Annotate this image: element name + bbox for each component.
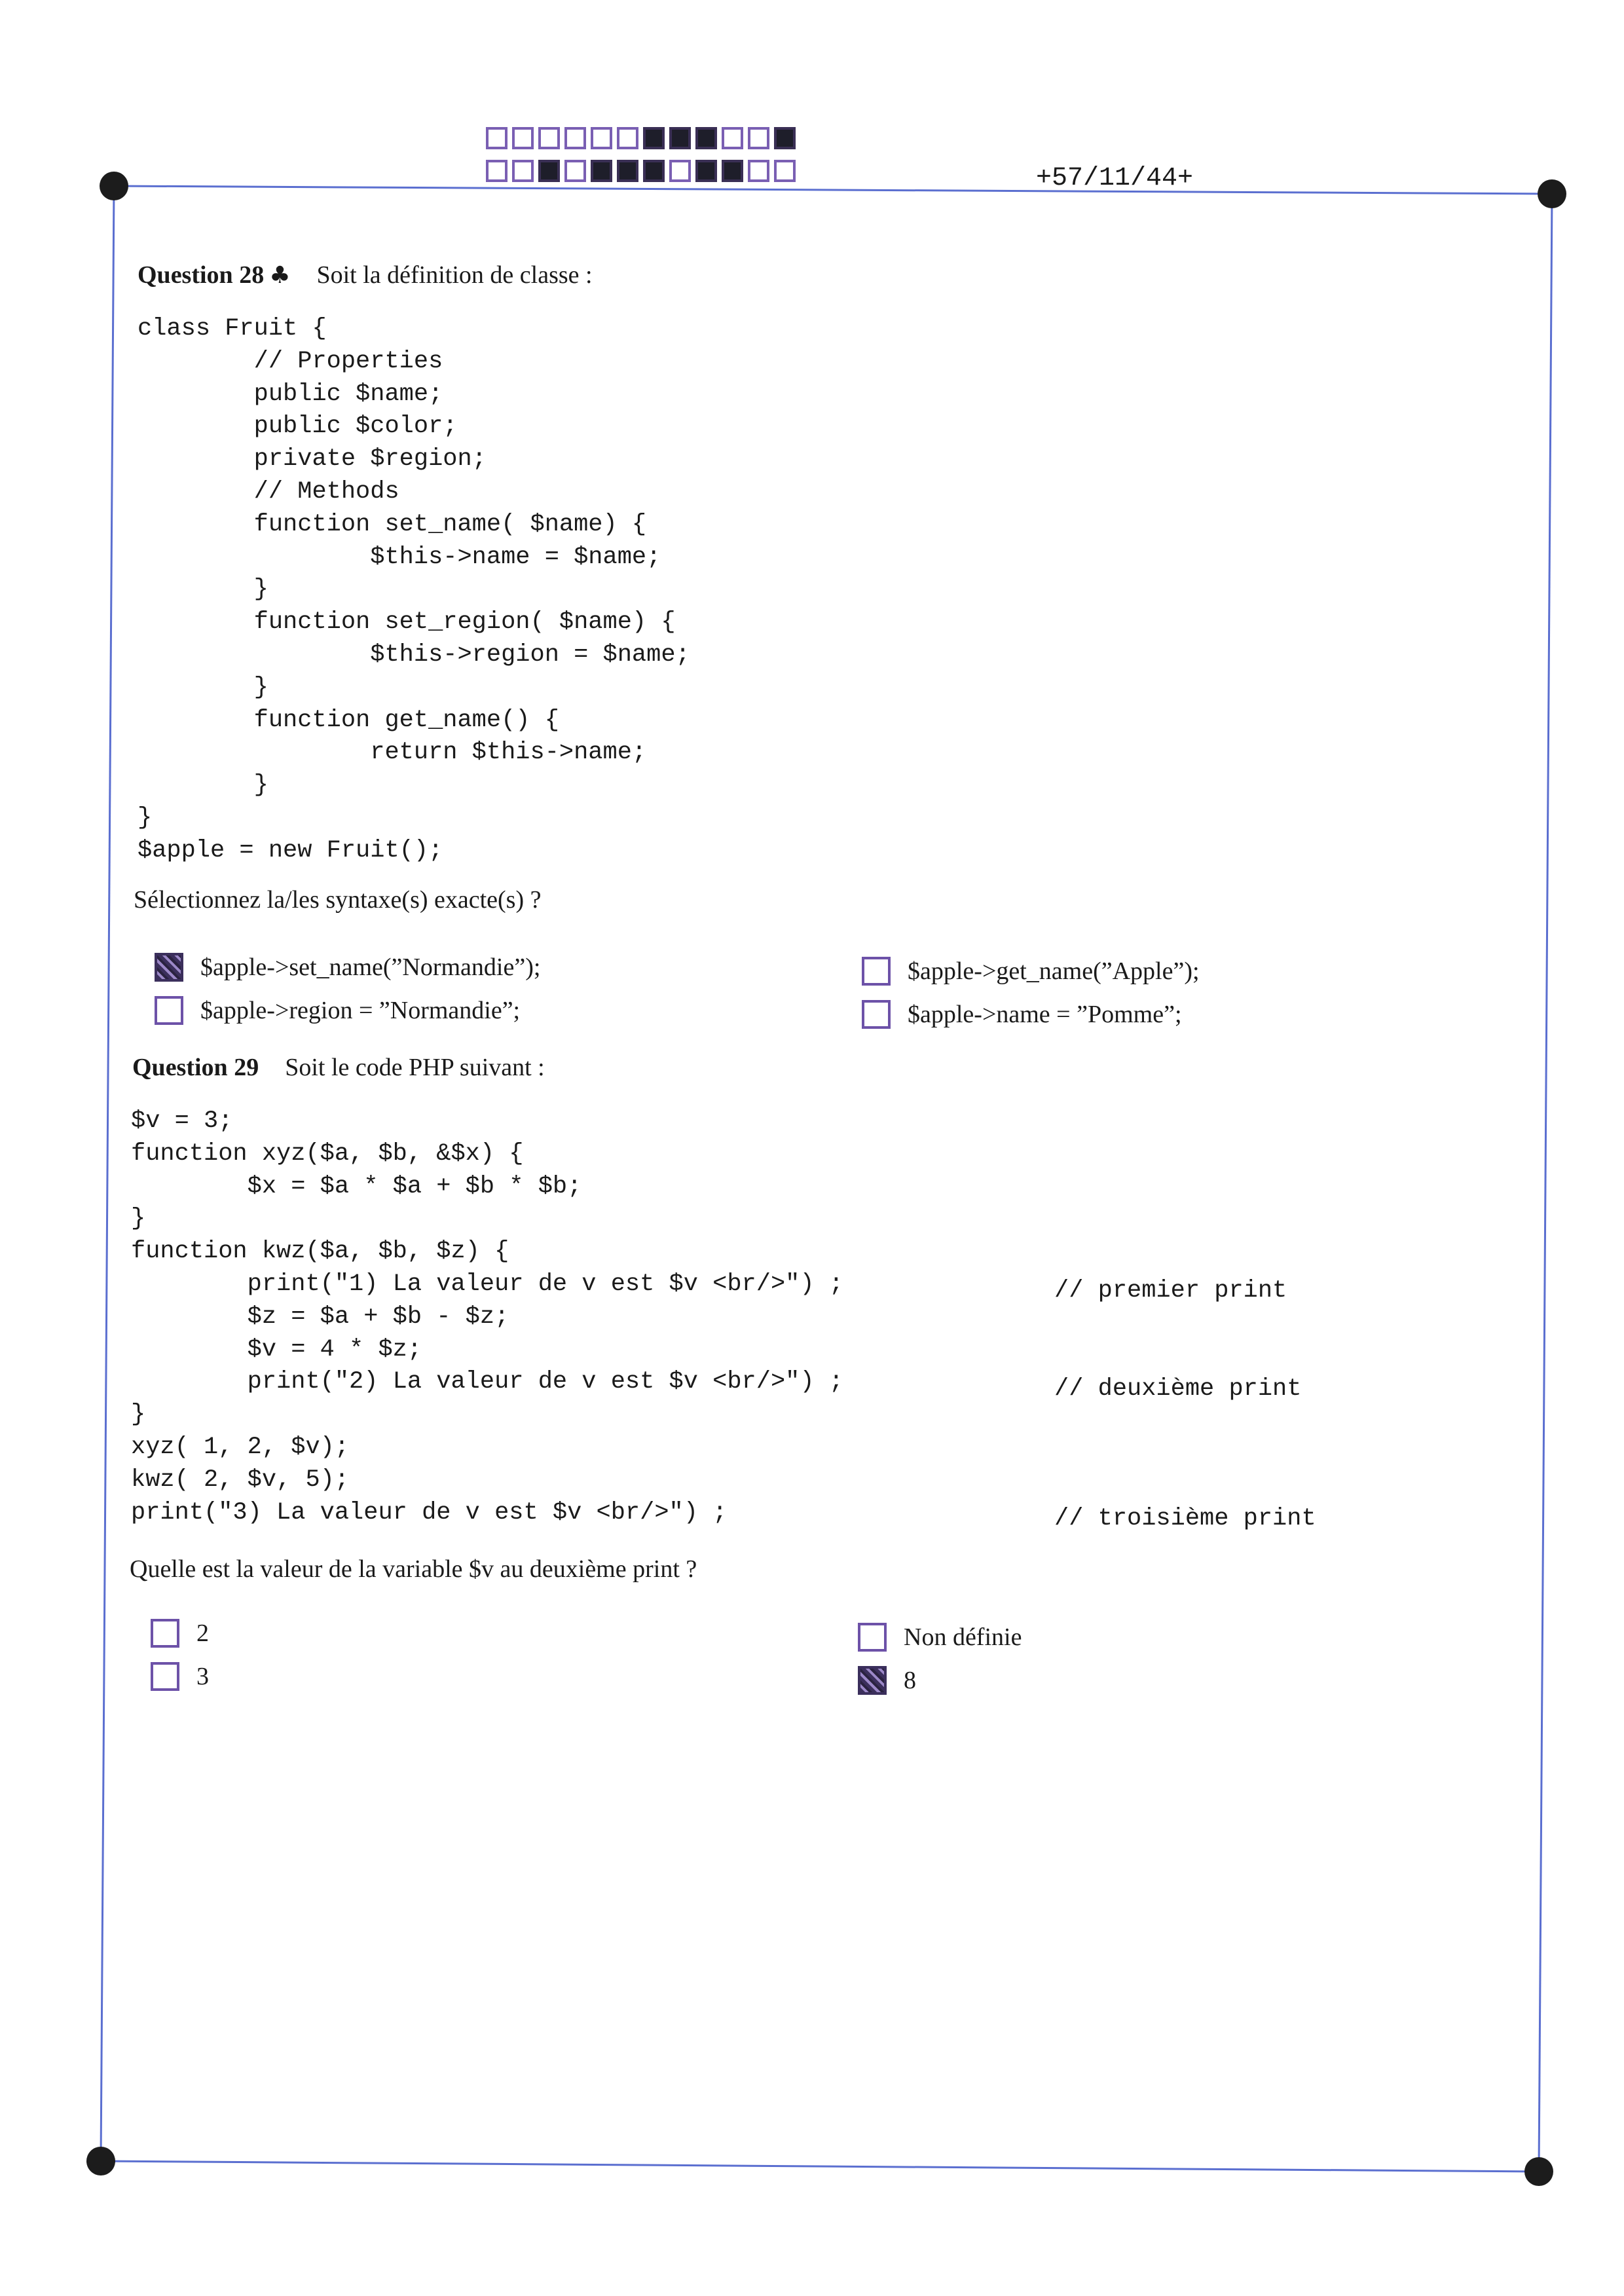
comment-premier-print: // premier print [1054, 1277, 1287, 1305]
barcode-cell [695, 127, 717, 149]
corner-marker-bottom-left [86, 2147, 115, 2176]
q28-option-1-checkbox[interactable] [155, 953, 183, 982]
barcode-cell [748, 160, 769, 182]
barcode-cell [512, 127, 534, 149]
barcode-cell [617, 160, 638, 182]
frame-right-line [1539, 194, 1552, 2172]
barcode-cell [512, 160, 534, 182]
barcode-cell [591, 127, 612, 149]
q29-option-2[interactable] [151, 1662, 209, 1691]
barcode-cell [643, 160, 665, 182]
barcode-cell [486, 160, 507, 182]
q28-option-1[interactable] [155, 953, 540, 982]
corner-marker-top-right [1538, 179, 1566, 208]
frame-left-line [101, 186, 114, 2161]
barcode-cell [643, 127, 665, 149]
barcode-cell [591, 160, 612, 182]
comment-deuxieme-print: // deuxième print [1054, 1375, 1302, 1403]
q28-option-2-checkbox[interactable] [155, 996, 183, 1025]
barcode-cell [564, 127, 586, 149]
q29-option-1-label: 2 [196, 1620, 209, 1647]
q29-option-2-label: 3 [196, 1663, 209, 1690]
q29-option-4-checkbox[interactable] [858, 1666, 887, 1695]
q29-option-3-label: Non définie [904, 1623, 1022, 1651]
barcode-cell [538, 127, 560, 149]
question-29-text: Soit le code PHP suivant : [285, 1054, 545, 1081]
barcode-cell [774, 160, 796, 182]
barcode-cell [669, 160, 691, 182]
barcode-row-1 [486, 127, 800, 149]
question-29-label: Question 29 [132, 1054, 259, 1081]
q28-option-2[interactable] [155, 996, 520, 1025]
frame-bottom-line [101, 2161, 1539, 2172]
corner-marker-bottom-right [1524, 2157, 1553, 2186]
q28-option-4-label: $apple->name = ”Pomme”; [908, 1001, 1182, 1028]
question-28-prompt: Sélectionnez la/les syntaxe(s) exacte(s) ? [134, 886, 542, 914]
q29-option-4-label: 8 [904, 1667, 916, 1694]
comment-troisieme-print: // troisième print [1054, 1505, 1316, 1532]
q29-option-2-checkbox[interactable] [151, 1662, 179, 1691]
q28-option-3-label: $apple->get_name(”Apple”); [908, 957, 1200, 985]
frame-top-line [114, 186, 1552, 194]
q29-option-1-checkbox[interactable] [151, 1619, 179, 1648]
question-28-text: Soit la définition de classe : [316, 261, 593, 289]
barcode-cell [486, 127, 507, 149]
page-id: +57/11/44+ [1036, 164, 1194, 193]
q29-option-3-checkbox[interactable] [858, 1623, 887, 1652]
q29-option-4[interactable] [858, 1666, 916, 1695]
q28-option-4[interactable] [862, 1000, 1182, 1029]
barcode-cell [722, 127, 743, 149]
q28-option-4-checkbox[interactable] [862, 1000, 891, 1029]
question-29-prompt: Quelle est la valeur de la variable $v au deuxième print ? [130, 1555, 697, 1583]
barcode-row-2 [486, 160, 800, 182]
q28-option-2-label: $apple->region = ”Normandie”; [200, 997, 521, 1024]
barcode-cell [695, 160, 717, 182]
club-icon: ♣ [269, 262, 291, 289]
barcode-cell [722, 160, 743, 182]
question-29-code: $v = 3; function xyz($a, $b, &$x) { $x = $a * $a + $b * $b; } function kwz($a, $b, $z) { print("1) La valeur de v est $v <br/>") ; $z = $a + $b - $z; $v = 4 * $z; print("2) La valeur de v est $v <br/>") ; } xyz( 1, 2, $v); kwz( 2, $v, 5); print("3) La valeur de v est $v <br/>") ; [131, 1107, 843, 1527]
q29-option-1[interactable] [151, 1619, 209, 1648]
q28-option-3[interactable] [862, 957, 1200, 986]
barcode-cell [748, 127, 769, 149]
q28-option-3-checkbox[interactable] [862, 957, 891, 986]
corner-marker-top-left [100, 172, 128, 200]
question-28-header [138, 261, 593, 289]
barcode-cell [538, 160, 560, 182]
q28-option-1-label: $apple->set_name(”Normandie”); [200, 954, 541, 981]
question-28-code: class Fruit { // Properties public $name; public $color; private $region; // Methods function set_name( $name) { $this->name = $name; } function set_region( $name) { $this->region = $name; } function get_name() { return $this->name; } } $apple = new Fruit(); [138, 315, 690, 864]
barcode-cell [617, 127, 638, 149]
question-28-label: Question 28 [138, 261, 265, 289]
question-29-header [132, 1053, 545, 1082]
q29-option-3[interactable] [858, 1623, 1022, 1652]
barcode-cell [564, 160, 586, 182]
barcode-cell [774, 127, 796, 149]
barcode-cell [669, 127, 691, 149]
